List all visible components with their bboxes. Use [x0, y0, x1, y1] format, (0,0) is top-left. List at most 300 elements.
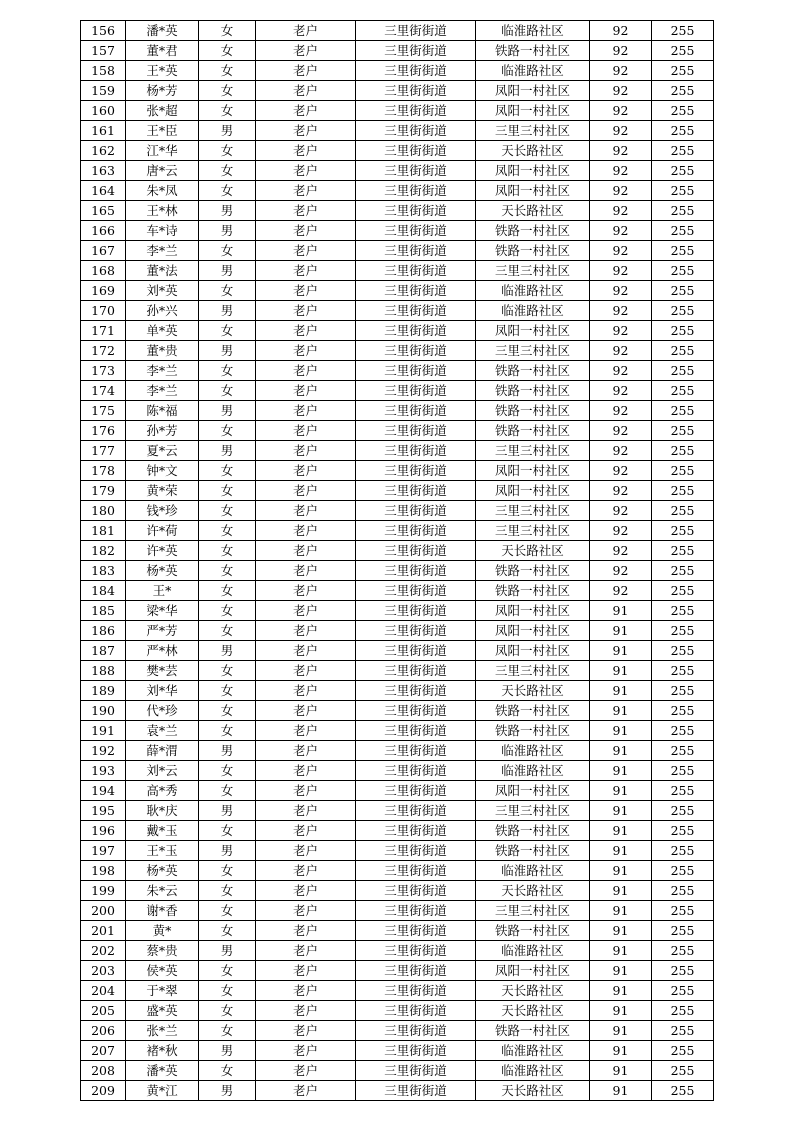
cell-no: 167: [81, 241, 126, 261]
cell-name: 夏*云: [126, 441, 199, 461]
cell-street: 三里街街道: [356, 1001, 476, 1021]
cell-type: 老户: [256, 641, 356, 661]
cell-gender: 女: [199, 101, 256, 121]
cell-name: 严*林: [126, 641, 199, 661]
cell-name: 董*贵: [126, 341, 199, 361]
cell-amount: 255: [652, 321, 714, 341]
cell-gender: 男: [199, 941, 256, 961]
cell-age: 91: [590, 1041, 652, 1061]
cell-age: 91: [590, 901, 652, 921]
cell-gender: 女: [199, 541, 256, 561]
cell-no: 160: [81, 101, 126, 121]
cell-no: 164: [81, 181, 126, 201]
cell-amount: 255: [652, 161, 714, 181]
cell-name: 樊*芸: [126, 661, 199, 681]
cell-street: 三里街街道: [356, 361, 476, 381]
cell-age: 91: [590, 661, 652, 681]
cell-no: 196: [81, 821, 126, 841]
cell-gender: 女: [199, 421, 256, 441]
cell-name: 杨*英: [126, 861, 199, 881]
cell-community: 三里三村社区: [476, 661, 590, 681]
cell-amount: 255: [652, 1061, 714, 1081]
cell-community: 天长路社区: [476, 1081, 590, 1101]
cell-no: 193: [81, 761, 126, 781]
cell-name: 褚*秋: [126, 1041, 199, 1061]
cell-no: 209: [81, 1081, 126, 1101]
cell-name: 王*臣: [126, 121, 199, 141]
cell-community: 铁路一村社区: [476, 361, 590, 381]
cell-no: 166: [81, 221, 126, 241]
cell-amount: 255: [652, 61, 714, 81]
cell-type: 老户: [256, 741, 356, 761]
cell-no: 181: [81, 521, 126, 541]
cell-no: 175: [81, 401, 126, 421]
cell-no: 172: [81, 341, 126, 361]
cell-community: 铁路一村社区: [476, 421, 590, 441]
cell-gender: 女: [199, 1021, 256, 1041]
cell-age: 91: [590, 861, 652, 881]
cell-type: 老户: [256, 981, 356, 1001]
cell-street: 三里街街道: [356, 121, 476, 141]
cell-street: 三里街街道: [356, 761, 476, 781]
cell-age: 91: [590, 681, 652, 701]
cell-name: 侯*英: [126, 961, 199, 981]
cell-amount: 255: [652, 941, 714, 961]
cell-type: 老户: [256, 581, 356, 601]
cell-community: 铁路一村社区: [476, 381, 590, 401]
cell-gender: 女: [199, 521, 256, 541]
cell-type: 老户: [256, 721, 356, 741]
cell-community: 铁路一村社区: [476, 921, 590, 941]
cell-name: 单*英: [126, 321, 199, 341]
table-row: [81, 901, 714, 921]
cell-age: 92: [590, 241, 652, 261]
cell-age: 92: [590, 521, 652, 541]
cell-street: 三里街街道: [356, 441, 476, 461]
cell-amount: 255: [652, 441, 714, 461]
table-row: [81, 121, 714, 141]
cell-community: 凤阳一村社区: [476, 781, 590, 801]
cell-name: 董*法: [126, 261, 199, 281]
cell-no: 182: [81, 541, 126, 561]
cell-street: 三里街街道: [356, 981, 476, 1001]
cell-amount: 255: [652, 201, 714, 221]
table-row: [81, 201, 714, 221]
cell-gender: 女: [199, 581, 256, 601]
cell-name: 李*兰: [126, 381, 199, 401]
cell-no: 173: [81, 361, 126, 381]
cell-name: 王*玉: [126, 841, 199, 861]
cell-street: 三里街街道: [356, 281, 476, 301]
cell-type: 老户: [256, 701, 356, 721]
cell-type: 老户: [256, 261, 356, 281]
table-row: [81, 741, 714, 761]
cell-no: 165: [81, 201, 126, 221]
cell-no: 188: [81, 661, 126, 681]
cell-gender: 女: [199, 621, 256, 641]
cell-gender: 男: [199, 201, 256, 221]
cell-street: 三里街街道: [356, 201, 476, 221]
cell-gender: 女: [199, 461, 256, 481]
cell-age: 91: [590, 761, 652, 781]
cell-age: 92: [590, 41, 652, 61]
cell-gender: 男: [199, 261, 256, 281]
cell-street: 三里街街道: [356, 841, 476, 861]
cell-community: 天长路社区: [476, 981, 590, 1001]
cell-type: 老户: [256, 121, 356, 141]
cell-street: 三里街街道: [356, 421, 476, 441]
table-row: [81, 301, 714, 321]
cell-name: 刘*云: [126, 761, 199, 781]
cell-community: 凤阳一村社区: [476, 481, 590, 501]
cell-community: 铁路一村社区: [476, 841, 590, 861]
cell-amount: 255: [652, 301, 714, 321]
table-row: [81, 641, 714, 661]
cell-age: 92: [590, 441, 652, 461]
table-body: [81, 21, 714, 1101]
cell-type: 老户: [256, 441, 356, 461]
cell-community: 凤阳一村社区: [476, 461, 590, 481]
cell-street: 三里街街道: [356, 861, 476, 881]
cell-gender: 女: [199, 41, 256, 61]
cell-type: 老户: [256, 801, 356, 821]
cell-no: 184: [81, 581, 126, 601]
cell-street: 三里街街道: [356, 781, 476, 801]
cell-name: 刘*华: [126, 681, 199, 701]
cell-amount: 255: [652, 121, 714, 141]
cell-street: 三里街街道: [356, 521, 476, 541]
cell-no: 200: [81, 901, 126, 921]
table-row: [81, 1021, 714, 1041]
cell-name: 王*林: [126, 201, 199, 221]
cell-name: 王*英: [126, 61, 199, 81]
cell-street: 三里街街道: [356, 321, 476, 341]
cell-street: 三里街街道: [356, 561, 476, 581]
table-row: [81, 1001, 714, 1021]
cell-name: 盛*英: [126, 1001, 199, 1021]
table-row: [81, 881, 714, 901]
cell-type: 老户: [256, 421, 356, 441]
cell-age: 91: [590, 801, 652, 821]
cell-community: 凤阳一村社区: [476, 181, 590, 201]
cell-age: 92: [590, 561, 652, 581]
cell-gender: 女: [199, 901, 256, 921]
cell-type: 老户: [256, 361, 356, 381]
cell-amount: 255: [652, 861, 714, 881]
cell-type: 老户: [256, 541, 356, 561]
cell-community: 铁路一村社区: [476, 1021, 590, 1041]
cell-name: 孙*芳: [126, 421, 199, 441]
table-row: [81, 341, 714, 361]
cell-age: 92: [590, 61, 652, 81]
cell-street: 三里街街道: [356, 881, 476, 901]
table-row: [81, 861, 714, 881]
cell-amount: 255: [652, 541, 714, 561]
cell-age: 92: [590, 421, 652, 441]
cell-type: 老户: [256, 321, 356, 341]
cell-community: 铁路一村社区: [476, 401, 590, 421]
cell-community: 临淮路社区: [476, 281, 590, 301]
cell-type: 老户: [256, 821, 356, 841]
cell-type: 老户: [256, 1001, 356, 1021]
table-row: [81, 161, 714, 181]
cell-no: 203: [81, 961, 126, 981]
cell-community: 临淮路社区: [476, 861, 590, 881]
cell-street: 三里街街道: [356, 721, 476, 741]
cell-amount: 255: [652, 741, 714, 761]
cell-community: 铁路一村社区: [476, 581, 590, 601]
cell-type: 老户: [256, 761, 356, 781]
cell-name: 李*兰: [126, 361, 199, 381]
cell-street: 三里街街道: [356, 41, 476, 61]
cell-amount: 255: [652, 661, 714, 681]
cell-community: 三里三村社区: [476, 901, 590, 921]
cell-name: 唐*云: [126, 161, 199, 181]
cell-age: 91: [590, 601, 652, 621]
cell-amount: 255: [652, 81, 714, 101]
cell-name: 高*秀: [126, 781, 199, 801]
table-row: [81, 501, 714, 521]
cell-no: 190: [81, 701, 126, 721]
cell-type: 老户: [256, 81, 356, 101]
cell-age: 91: [590, 721, 652, 741]
cell-gender: 男: [199, 401, 256, 421]
cell-type: 老户: [256, 241, 356, 261]
cell-age: 92: [590, 21, 652, 41]
cell-community: 临淮路社区: [476, 301, 590, 321]
cell-street: 三里街街道: [356, 101, 476, 121]
cell-amount: 255: [652, 901, 714, 921]
cell-no: 170: [81, 301, 126, 321]
cell-name: 潘*英: [126, 21, 199, 41]
cell-amount: 255: [652, 1081, 714, 1101]
cell-no: 199: [81, 881, 126, 901]
cell-no: 192: [81, 741, 126, 761]
cell-gender: 女: [199, 881, 256, 901]
cell-community: 铁路一村社区: [476, 821, 590, 841]
cell-amount: 255: [652, 581, 714, 601]
cell-age: 91: [590, 961, 652, 981]
cell-community: 凤阳一村社区: [476, 641, 590, 661]
cell-community: 凤阳一村社区: [476, 101, 590, 121]
cell-no: 176: [81, 421, 126, 441]
cell-community: 凤阳一村社区: [476, 621, 590, 641]
cell-age: 91: [590, 621, 652, 641]
table-row: [81, 681, 714, 701]
cell-type: 老户: [256, 1021, 356, 1041]
cell-age: 91: [590, 941, 652, 961]
cell-no: 168: [81, 261, 126, 281]
cell-amount: 255: [652, 221, 714, 241]
cell-community: 临淮路社区: [476, 941, 590, 961]
cell-type: 老户: [256, 901, 356, 921]
cell-no: 207: [81, 1041, 126, 1061]
cell-community: 临淮路社区: [476, 1041, 590, 1061]
cell-no: 194: [81, 781, 126, 801]
cell-no: 198: [81, 861, 126, 881]
cell-name: 谢*香: [126, 901, 199, 921]
cell-gender: 男: [199, 841, 256, 861]
cell-name: 潘*英: [126, 1061, 199, 1081]
cell-type: 老户: [256, 941, 356, 961]
cell-community: 临淮路社区: [476, 21, 590, 41]
cell-gender: 男: [199, 301, 256, 321]
cell-amount: 255: [652, 601, 714, 621]
table-row: [81, 281, 714, 301]
cell-gender: 女: [199, 721, 256, 741]
cell-no: 169: [81, 281, 126, 301]
cell-type: 老户: [256, 681, 356, 701]
cell-age: 92: [590, 481, 652, 501]
cell-name: 王*: [126, 581, 199, 601]
cell-amount: 255: [652, 621, 714, 641]
cell-name: 戴*玉: [126, 821, 199, 841]
cell-gender: 女: [199, 861, 256, 881]
cell-age: 91: [590, 981, 652, 1001]
cell-name: 董*君: [126, 41, 199, 61]
cell-type: 老户: [256, 561, 356, 581]
cell-community: 天长路社区: [476, 681, 590, 701]
cell-community: 铁路一村社区: [476, 701, 590, 721]
cell-gender: 女: [199, 681, 256, 701]
cell-type: 老户: [256, 481, 356, 501]
cell-age: 92: [590, 361, 652, 381]
cell-street: 三里街街道: [356, 681, 476, 701]
cell-street: 三里街街道: [356, 901, 476, 921]
cell-age: 92: [590, 221, 652, 241]
cell-no: 205: [81, 1001, 126, 1021]
cell-street: 三里街街道: [356, 381, 476, 401]
table-row: [81, 81, 714, 101]
cell-gender: 女: [199, 781, 256, 801]
cell-street: 三里街街道: [356, 701, 476, 721]
cell-gender: 女: [199, 821, 256, 841]
cell-amount: 255: [652, 501, 714, 521]
table-row: [81, 561, 714, 581]
cell-type: 老户: [256, 961, 356, 981]
cell-age: 92: [590, 101, 652, 121]
cell-age: 92: [590, 501, 652, 521]
cell-age: 92: [590, 461, 652, 481]
cell-amount: 255: [652, 921, 714, 941]
cell-age: 91: [590, 781, 652, 801]
cell-type: 老户: [256, 301, 356, 321]
cell-name: 李*兰: [126, 241, 199, 261]
cell-gender: 男: [199, 741, 256, 761]
cell-community: 临淮路社区: [476, 1061, 590, 1081]
cell-gender: 女: [199, 661, 256, 681]
cell-name: 黄*荣: [126, 481, 199, 501]
table-row: [81, 461, 714, 481]
cell-community: 天长路社区: [476, 541, 590, 561]
cell-street: 三里街街道: [356, 21, 476, 41]
cell-type: 老户: [256, 341, 356, 361]
cell-age: 92: [590, 181, 652, 201]
cell-no: 195: [81, 801, 126, 821]
cell-community: 凤阳一村社区: [476, 961, 590, 981]
cell-community: 凤阳一村社区: [476, 321, 590, 341]
table-row: [81, 61, 714, 81]
cell-type: 老户: [256, 201, 356, 221]
cell-community: 凤阳一村社区: [476, 601, 590, 621]
cell-amount: 255: [652, 1021, 714, 1041]
cell-street: 三里街街道: [356, 1081, 476, 1101]
cell-community: 铁路一村社区: [476, 561, 590, 581]
cell-street: 三里街街道: [356, 461, 476, 481]
cell-no: 185: [81, 601, 126, 621]
cell-type: 老户: [256, 1081, 356, 1101]
cell-street: 三里街街道: [356, 501, 476, 521]
table-row: [81, 821, 714, 841]
cell-amount: 255: [652, 461, 714, 481]
cell-gender: 男: [199, 221, 256, 241]
cell-gender: 女: [199, 141, 256, 161]
cell-age: 92: [590, 121, 652, 141]
table-row: [81, 381, 714, 401]
cell-age: 91: [590, 1001, 652, 1021]
cell-street: 三里街街道: [356, 261, 476, 281]
cell-gender: 女: [199, 161, 256, 181]
table-row: [81, 581, 714, 601]
cell-age: 91: [590, 701, 652, 721]
cell-gender: 女: [199, 501, 256, 521]
table-row: [81, 1041, 714, 1061]
cell-type: 老户: [256, 21, 356, 41]
cell-gender: 男: [199, 341, 256, 361]
cell-community: 三里三村社区: [476, 121, 590, 141]
cell-gender: 女: [199, 381, 256, 401]
cell-age: 91: [590, 641, 652, 661]
cell-type: 老户: [256, 101, 356, 121]
cell-gender: 女: [199, 921, 256, 941]
cell-amount: 255: [652, 701, 714, 721]
cell-type: 老户: [256, 841, 356, 861]
cell-age: 91: [590, 841, 652, 861]
cell-no: 183: [81, 561, 126, 581]
cell-street: 三里街街道: [356, 741, 476, 761]
cell-type: 老户: [256, 501, 356, 521]
cell-street: 三里街街道: [356, 161, 476, 181]
cell-name: 钱*珍: [126, 501, 199, 521]
cell-type: 老户: [256, 61, 356, 81]
cell-gender: 女: [199, 1061, 256, 1081]
table-row: [81, 221, 714, 241]
cell-street: 三里街街道: [356, 341, 476, 361]
cell-community: 铁路一村社区: [476, 241, 590, 261]
cell-name: 杨*芳: [126, 81, 199, 101]
cell-amount: 255: [652, 261, 714, 281]
cell-name: 朱*云: [126, 881, 199, 901]
cell-age: 92: [590, 321, 652, 341]
cell-type: 老户: [256, 601, 356, 621]
cell-gender: 女: [199, 21, 256, 41]
cell-name: 严*芳: [126, 621, 199, 641]
cell-gender: 女: [199, 181, 256, 201]
cell-amount: 255: [652, 41, 714, 61]
cell-type: 老户: [256, 461, 356, 481]
cell-gender: 女: [199, 281, 256, 301]
cell-no: 206: [81, 1021, 126, 1041]
cell-type: 老户: [256, 621, 356, 641]
cell-age: 91: [590, 1021, 652, 1041]
cell-gender: 女: [199, 761, 256, 781]
cell-street: 三里街街道: [356, 821, 476, 841]
cell-community: 凤阳一村社区: [476, 81, 590, 101]
cell-gender: 男: [199, 641, 256, 661]
cell-no: 178: [81, 461, 126, 481]
cell-type: 老户: [256, 881, 356, 901]
cell-community: 凤阳一村社区: [476, 161, 590, 181]
